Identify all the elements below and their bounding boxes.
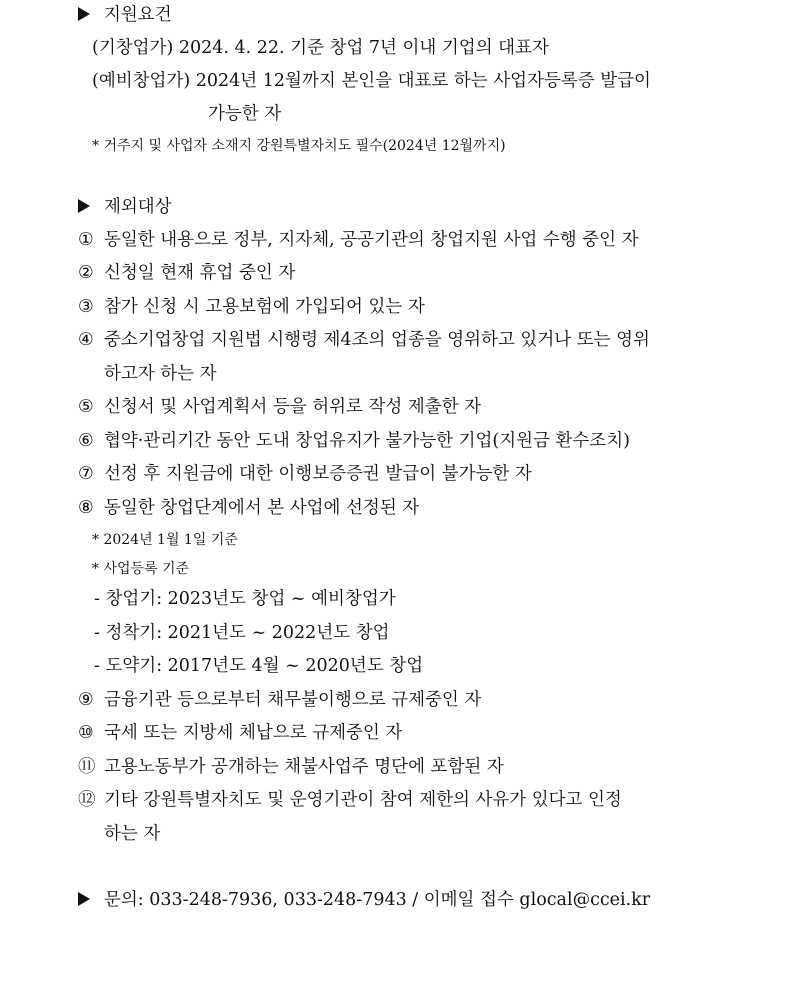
- exclusion-note: * 2024년 1월 1일 기준: [92, 532, 238, 548]
- requirement-residence-note: * 거주지 및 사업자 소재지 강원특별자치도 필수(2024년 12월까지): [92, 138, 506, 154]
- exclusion-item: [78, 261, 295, 285]
- triangle-bullet-icon: [78, 199, 90, 213]
- requirement-prospective-text: 2024년 12월까지 본인을 대표로 하는 사업자등록증 발급이: [195, 71, 651, 91]
- exclusion-number: ⑤: [78, 397, 94, 417]
- exclusion-text: 선정 후 지원금에 대한 이행보증증권 발급이 불가능한 자: [104, 464, 532, 484]
- exclusion-text: 고용노동부가 공개하는 채불사업주 명단에 포함된 자: [104, 757, 504, 777]
- exclusion-item: [78, 721, 402, 745]
- exclusion-item: [78, 429, 630, 453]
- requirement-prospective: [92, 69, 651, 93]
- exclusion-text-continued: 하고자 하는 자: [104, 364, 217, 384]
- exclusion-item: [78, 295, 425, 319]
- exclusion-item: [78, 496, 419, 520]
- exclusion-item: [78, 328, 650, 352]
- exclusion-note: * 사업등록 기준: [92, 561, 190, 577]
- stage-item: - 창업기: 2023년도 창업 ~ 예비창업가: [94, 589, 396, 609]
- contact-text: 문의: 033-248-7936, 033-248-7943 / 이메일 접수 glocal@ccei.kr: [104, 890, 651, 910]
- requirements-heading: 지원요건: [78, 3, 172, 27]
- exclusion-text: 금융기관 등으로부터 채무불이행으로 규제중인 자: [104, 690, 482, 710]
- triangle-bullet-icon: [78, 892, 90, 906]
- exclusion-number: ⑥: [78, 431, 94, 451]
- requirement-prospective-continued: 가능한 자: [208, 104, 282, 124]
- exclusions-heading: 제외대상: [78, 195, 172, 219]
- exclusion-item: [78, 462, 532, 486]
- exclusion-text: 동일한 내용으로 정부, 지자체, 공공기관의 창업지원 사업 수행 중인 자: [104, 230, 639, 250]
- exclusion-item: [78, 395, 481, 419]
- exclusion-text: 중소기업창업 지원법 시행령 제4조의 업종을 영위하고 있거나 또는 영위: [104, 330, 650, 350]
- exclusion-number: ③: [78, 297, 94, 317]
- stage-item: - 도약기: 2017년도 4월 ~ 2020년도 창업: [94, 656, 424, 676]
- exclusion-text: 신청일 현재 휴업 중인 자: [104, 263, 296, 283]
- exclusion-number: ②: [78, 263, 94, 283]
- requirement-existing-text: 2024. 4. 22. 기준 창업 7년 이내 기업의 대표자: [178, 38, 549, 58]
- requirement-existing: [92, 36, 549, 60]
- exclusion-text: 협약·관리기간 동안 도내 창업유지가 불가능한 기업(지원금 환수조치): [104, 431, 630, 451]
- exclusion-number: ①: [78, 230, 94, 250]
- exclusion-text-continued: 하는 자: [104, 824, 161, 844]
- exclusion-text: 국세 또는 지방세 체납으로 규제중인 자: [104, 723, 403, 743]
- exclusion-number: ⑩: [78, 723, 94, 743]
- exclusion-text: 신청서 및 사업계획서 등을 허위로 작성 제출한 자: [104, 397, 482, 417]
- exclusion-number: ⑪: [78, 757, 96, 777]
- exclusion-item: [78, 788, 622, 812]
- exclusion-number: ⑨: [78, 690, 94, 710]
- exclusion-item: [78, 755, 504, 779]
- exclusion-number: ④: [78, 330, 94, 350]
- requirement-prospective-label: (예비창업가): [92, 71, 191, 91]
- exclusion-item: [78, 228, 639, 252]
- exclusion-number: ⑧: [78, 498, 94, 518]
- exclusion-item: [78, 688, 481, 712]
- stage-item: - 정착기: 2021년도 ~ 2022년도 창업: [94, 623, 390, 643]
- contact-line: [78, 888, 650, 912]
- requirement-existing-label: (기창업가): [92, 38, 174, 58]
- exclusion-number: ⑫: [78, 790, 96, 810]
- exclusion-text: 동일한 창업단계에서 본 사업에 선정된 자: [104, 498, 420, 518]
- exclusion-text: 참가 신청 시 고용보험에 가입되어 있는 자: [104, 297, 425, 317]
- exclusion-text: 기타 강원특별자치도 및 운영기관이 참여 제한의 사유가 있다고 인정: [104, 790, 622, 810]
- exclusion-number: ⑦: [78, 464, 94, 484]
- triangle-bullet-icon: [78, 7, 90, 21]
